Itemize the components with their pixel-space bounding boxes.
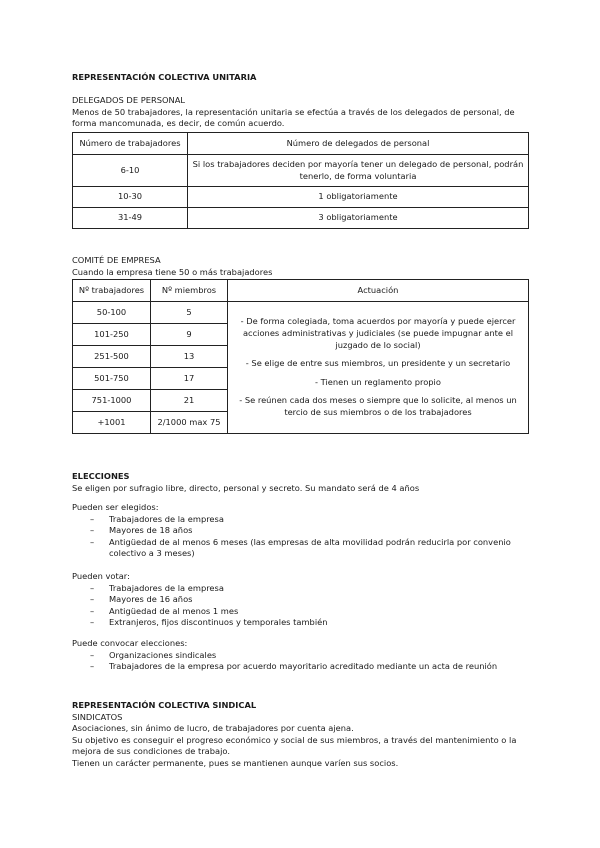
list-item: – Antigüedad de al menos 6 meses (las empresas de alta movilidad podrán reducirla por convenio colectivo a 3 meses) (72, 537, 528, 560)
list-item: – Organizaciones sindicales (72, 650, 528, 662)
list-label: Pueden votar: (72, 571, 130, 581)
table-cell: 10-30 (73, 187, 188, 208)
table-header-cell: Nº trabajadores (73, 280, 151, 302)
table-cell: 6-10 (73, 155, 188, 187)
section-title: REPRESENTACIÓN COLECTIVA SINDICAL (72, 700, 257, 710)
table-cell: Si los trabajadores deciden por mayoría tener un delegado de personal, podrán tenerlo, de forma voluntaria (188, 155, 529, 187)
table-header-row (73, 280, 529, 302)
table-cell: 1 obligatoriamente (188, 187, 529, 208)
section-representacion-unitaria (72, 72, 528, 84)
table-cell: 751-1000 (73, 390, 151, 412)
delegados-table-wrap (72, 132, 528, 229)
paragraph: Tienen un carácter permanente, pues se mantienen aunque varíen sus socios. (72, 757, 399, 768)
table-cell: 251-500 (73, 346, 151, 368)
intro-paragraph: Se eligen por sufragio libre, directo, personal y secreto. Su mandato será de 4 años (72, 482, 420, 493)
table-cell: 9 (151, 324, 228, 346)
subsection-title: COMITÉ DE EMPRESA (72, 255, 161, 265)
intro-paragraph: Menos de 50 trabajadores, la representación unitaria se efectúa a través de los delegados de personal, de forma mancomunada, es decir, de común acuerdo. (72, 106, 515, 129)
table-header-row (73, 133, 529, 155)
subsection-title: SINDICATOS (72, 711, 123, 722)
subsection-title: DELEGADOS DE PERSONAL (72, 95, 186, 105)
list-item: – Extranjeros, fijos discontinuos y temporales también (72, 617, 528, 629)
section-title: REPRESENTACIÓN COLECTIVA UNITARIA (72, 72, 257, 82)
table-cell: +1001 (73, 412, 151, 434)
elegidos-list (72, 514, 528, 560)
actuacion-item: - Se reúnen cada dos meses o siempre que lo solicite, al menos un tercio de sus miembros o de los trabajadores (239, 395, 517, 417)
actuacion-item: - Se elige de entre sus miembros, un presidente y un secretario (245, 358, 511, 369)
list-item: – Mayores de 18 años (72, 525, 528, 537)
delegados-block (72, 95, 528, 130)
table-cell: 21 (151, 390, 228, 412)
table-row (73, 155, 529, 187)
comite-block (72, 255, 528, 278)
delegados-table (72, 132, 529, 229)
list-label: Puede convocar elecciones: (72, 638, 188, 648)
section-elecciones (72, 471, 528, 494)
table-row (73, 302, 529, 324)
table-cell: 31-49 (73, 208, 188, 229)
table-row (73, 208, 529, 229)
list-item: – Mayores de 16 años (72, 594, 528, 606)
table-header-cell: Actuación (228, 280, 529, 302)
intro-paragraph: Cuando la empresa tiene 50 o más trabajadores (72, 266, 273, 277)
table-header-cell: Número de delegados de personal (188, 133, 529, 155)
actuacion-item: - De forma colegiada, toma acuerdos por mayoría y puede ejercer acciones administrativas y judiciales (se puede impugnar ante el juzgado de lo social) (240, 316, 516, 350)
table-cell: 2/1000 max 75 (151, 412, 228, 434)
actuacion-item: - Tienen un reglamento propio (315, 376, 441, 387)
votar-list (72, 583, 528, 629)
table-cell: 17 (151, 368, 228, 390)
comite-table (72, 279, 529, 434)
list-item: – Trabajadores de la empresa (72, 514, 528, 526)
paragraph: Asociaciones, sin ánimo de lucro, de trabajadores por cuenta ajena. (72, 723, 354, 734)
convocar-block (72, 638, 528, 673)
paragraph: Su objetivo es conseguir el progreso económico y social de sus miembros, a través del mantenimiento o la mejora de sus condiciones de trabajo. (72, 734, 517, 757)
list-item: – Trabajadores de la empresa (72, 583, 528, 595)
votar-block (72, 571, 528, 629)
table-cell: 101-250 (73, 324, 151, 346)
table-header-cell: Nº miembros (151, 280, 228, 302)
elegidos-block (72, 502, 528, 560)
list-item: – Trabajadores de la empresa por acuerdo mayoritario acreditado mediante un acta de reunión (72, 661, 528, 673)
table-cell: 50-100 (73, 302, 151, 324)
actuacion-cell (228, 302, 529, 434)
table-row (73, 187, 529, 208)
comite-table-wrap (72, 279, 528, 434)
table-header-cell: Número de trabajadores (73, 133, 188, 155)
list-label: Pueden ser elegidos: (72, 502, 159, 512)
section-title: ELECCIONES (72, 471, 130, 481)
table-cell: 13 (151, 346, 228, 368)
convocar-list (72, 650, 528, 673)
table-cell: 5 (151, 302, 228, 324)
list-item: – Antigüedad de al menos 1 mes (72, 606, 528, 618)
table-cell: 501-750 (73, 368, 151, 390)
section-representacion-sindical (72, 700, 528, 770)
table-cell: 3 obligatoriamente (188, 208, 529, 229)
